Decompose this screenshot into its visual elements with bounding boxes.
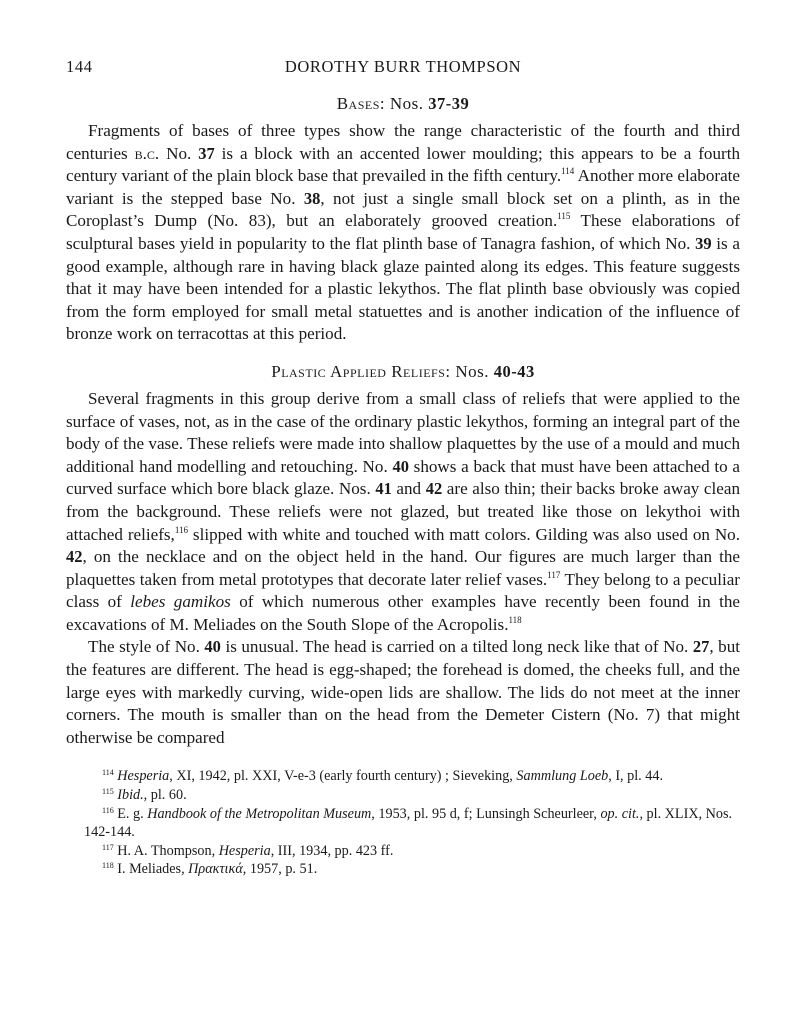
heading-numbers: 37-39 bbox=[428, 94, 470, 113]
catalog-number: 39 bbox=[695, 233, 712, 253]
bc-abbrev: b.c. bbox=[134, 143, 160, 163]
text-run: , pl. 60. bbox=[143, 787, 187, 804]
text-run: These elaborations of sculptural bases yield in popularity to the flat plinth base of Tanagra fashion, of which No. bbox=[66, 211, 740, 253]
text-run: The style of No. bbox=[88, 637, 205, 657]
italic-term: lebes gamikos bbox=[130, 592, 231, 612]
heading-label: Bases bbox=[336, 94, 380, 113]
text-run: and bbox=[391, 479, 426, 499]
text-run: slipped with white and touched with matt colors. Gilding was also used on No. bbox=[188, 524, 740, 544]
book-title: Sammlung Loeb bbox=[516, 768, 609, 785]
catalog-number: 41 bbox=[375, 479, 392, 499]
footnote-ref-115[interactable]: 115 bbox=[557, 211, 571, 222]
heading-separator: : Nos. bbox=[445, 361, 494, 381]
page-number: 144 bbox=[66, 57, 93, 76]
text-run: is unusual. The head is carried on a tilted long neck like that of No. bbox=[220, 637, 693, 657]
footnote-118 bbox=[66, 860, 740, 879]
catalog-number: 37 bbox=[198, 143, 215, 163]
heading-label: Plastic Applied Reliefs bbox=[271, 361, 446, 381]
text-run: , not just a single small block set on a plinth, as in the Coroplast’s Dump (No. 83), but an elaborately grooved creation. bbox=[66, 188, 741, 231]
text-run: Fragments of bases of three types show the range characteristic of the fourth and third centuries bbox=[66, 121, 740, 163]
text-run: , 1957, p. 51. bbox=[242, 861, 318, 878]
catalog-number: 27 bbox=[692, 637, 710, 657]
journal-title: Hesperia bbox=[117, 768, 170, 785]
footnote-ref-116[interactable]: 116 bbox=[174, 524, 189, 535]
running-title: DOROTHY BURR THOMPSON bbox=[284, 57, 522, 76]
catalog-number: 40 bbox=[392, 456, 409, 476]
section-heading-bases bbox=[66, 94, 740, 114]
footnote-number: 114 bbox=[102, 768, 114, 778]
journal-title: Hesperia bbox=[218, 842, 271, 859]
text-run: , pl. XLIX, Nos. 142-144. bbox=[84, 805, 733, 841]
text-run: E. g. bbox=[117, 805, 148, 822]
text-run: Another more elaborate variant is the stepped base No. bbox=[66, 166, 740, 208]
footnote-117 bbox=[66, 842, 740, 861]
catalog-number: 42 bbox=[66, 547, 83, 567]
catalog-number: 40 bbox=[204, 637, 221, 657]
text-run: , but the features are different. The head is egg-shaped; the forehead is domed, the cheeks full, and the large eyes with markedly curving, wide-open lids are shallow. The lids do not meet at the inner corners. The mouth is smaller than on the head from the Demeter Cistern (No. 7) that might otherwise be compared bbox=[66, 637, 740, 747]
text-run: No. bbox=[159, 143, 199, 163]
text-run: are also thin; their backs broke away clean from the background. These reliefs were not glazed, but treated like those on lekythoi with attached reliefs, bbox=[66, 479, 740, 544]
footnotes bbox=[66, 767, 740, 879]
footnote-116 bbox=[66, 805, 740, 842]
footnote-ref-114[interactable]: 114 bbox=[561, 166, 575, 177]
page bbox=[66, 54, 740, 879]
text-run: is a block with an accented lower moulding; this appears to be a fourth century variant of the plain block base that prevailed in the fifth century. bbox=[66, 143, 740, 186]
heading-numbers: 40-43 bbox=[493, 361, 535, 381]
text-run: Several fragments in this group derive from a small class of reliefs that were applied to the surface of vases, not, as in the case of the ordinary plastic lekythos, forming an integral part of the body of the vase. These reliefs were made into shallow plaquettes by the use of a mould and much additional hand modelling and retouching. No. bbox=[66, 388, 740, 476]
text-run: H. A. Thompson, bbox=[117, 842, 219, 859]
text-run: They belong to a peculiar class of bbox=[66, 569, 740, 612]
book-title: Handbook of the Metropolitan Museum bbox=[147, 805, 372, 822]
footnote-115 bbox=[66, 786, 740, 805]
section-heading-reliefs bbox=[66, 362, 740, 382]
catalog-number: 38 bbox=[303, 188, 321, 208]
text-run: , I, pl. 44. bbox=[608, 768, 663, 785]
text-run: , III, 1934, pp. 423 ff. bbox=[270, 842, 394, 859]
text-run: , on the necklace and on the object held in the hand. Our figures are much larger than the plaquettes taken from metal prototypes that decorate later relief vases. bbox=[66, 547, 740, 589]
footnote-number: 116 bbox=[102, 805, 114, 815]
text-run: , XI, 1942, pl. XXI, V-e-3 (early fourth century) ; Sieveking, bbox=[169, 768, 517, 785]
heading-separator: : Nos. bbox=[379, 94, 429, 113]
footnote-number: 118 bbox=[102, 861, 114, 871]
footnote-ref-118[interactable]: 118 bbox=[508, 614, 522, 625]
text-run: , 1953, pl. 95 d, f; Lunsingh Scheurleer, bbox=[371, 805, 601, 822]
text-run: is a good example, although rare in having black glaze painted along its edges. This feature suggests that it may have been intended for a plastic lekythos. The flat plinth base obviously was copied from the form employed for small metal statuettes and is another indication of the influence of bronze work on terracottas at this period. bbox=[66, 233, 740, 344]
footnote-number: 117 bbox=[102, 842, 114, 852]
running-head bbox=[66, 54, 740, 80]
paragraph-bases bbox=[66, 120, 740, 346]
ibid: Ibid. bbox=[117, 787, 144, 804]
text-run: I. Meliades, bbox=[117, 861, 189, 878]
footnote-114 bbox=[66, 767, 740, 786]
text-run: of which numerous other examples have recently been found in the excavations of M. Meliades on the South Slope of the Acropolis. bbox=[66, 592, 740, 634]
paragraph-reliefs-2 bbox=[66, 636, 740, 749]
journal-title: Πρακτικά bbox=[188, 861, 243, 878]
footnote-number: 115 bbox=[102, 787, 114, 797]
catalog-number: 42 bbox=[425, 479, 443, 499]
text-run: shows a back that must have been attached to a curved surface which bore black glaze. Nos. bbox=[66, 456, 740, 499]
footnote-ref-117[interactable]: 117 bbox=[547, 569, 561, 580]
paragraph-reliefs-1 bbox=[66, 388, 740, 637]
op-cit: op. cit. bbox=[600, 805, 640, 822]
